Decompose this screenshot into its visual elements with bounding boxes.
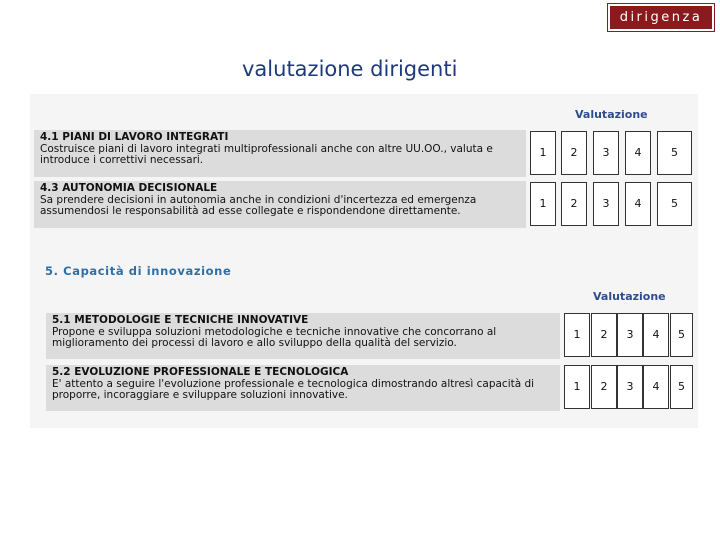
criterion-description: E' attento a seguire l'evoluzione professionale e tecnologica dimostrando altresì capacità di proporre, incoraggiare e sviluppare soluzioni innovative. — [52, 377, 535, 401]
valutazione-label: Valutazione — [575, 108, 648, 121]
score-box-5[interactable]: 5 — [657, 182, 692, 226]
score-box-5[interactable]: 5 — [657, 131, 692, 175]
score-box-4[interactable]: 4 — [643, 365, 669, 409]
score-box-3[interactable]: 3 — [617, 365, 643, 409]
criterion-description: Costruisce piani di lavoro integrati multiprofessionali anche con altre UU.OO., valuta e introduce i correttivi necessari. — [40, 142, 493, 166]
brand-badge: dirigenza — [608, 4, 714, 31]
criterion-5-2 — [46, 365, 560, 411]
score-box-1[interactable]: 1 — [530, 131, 556, 175]
criterion-heading: 5.2 EVOLUZIONE PROFESSIONALE E TECNOLOGICA — [52, 366, 349, 378]
score-box-1[interactable]: 1 — [564, 365, 590, 409]
score-box-1[interactable]: 1 — [530, 182, 556, 226]
score-box-3[interactable]: 3 — [593, 182, 619, 226]
score-box-5[interactable]: 5 — [670, 365, 693, 409]
section-5-title: 5. Capacità di innovazione — [45, 264, 232, 278]
valutazione-label: Valutazione — [593, 290, 666, 303]
score-box-4[interactable]: 4 — [625, 131, 651, 175]
score-box-2[interactable]: 2 — [561, 131, 587, 175]
score-box-1[interactable]: 1 — [564, 313, 590, 357]
score-box-5[interactable]: 5 — [670, 313, 693, 357]
score-box-2[interactable]: 2 — [591, 313, 617, 357]
criterion-4-3 — [34, 181, 526, 228]
criterion-heading: 5.1 METODOLOGIE E TECNICHE INNOVATIVE — [52, 314, 309, 326]
criterion-description: Propone e sviluppa soluzioni metodologiche e tecniche innovative che concorrano al miglioramento dei processi di lavoro e allo sviluppo della qualità del servizio. — [52, 325, 497, 349]
criterion-description: Sa prendere decisioni in autonomia anche in condizioni d'incertezza ed emergenza assumendosi le responsabilità ad esse collegate e rispondendone direttamente. — [40, 193, 477, 217]
criterion-heading: 4.1 PIANI DI LAVORO INTEGRATI — [40, 131, 229, 143]
score-box-3[interactable]: 3 — [617, 313, 643, 357]
score-box-3[interactable]: 3 — [593, 131, 619, 175]
criterion-4-1 — [34, 130, 526, 177]
score-box-2[interactable]: 2 — [591, 365, 617, 409]
score-box-4[interactable]: 4 — [625, 182, 651, 226]
page-title: valutazione dirigenti — [242, 57, 458, 81]
criterion-heading: 4.3 AUTONOMIA DECISIONALE — [40, 182, 218, 194]
score-box-4[interactable]: 4 — [643, 313, 669, 357]
score-box-2[interactable]: 2 — [561, 182, 587, 226]
criterion-5-1 — [46, 313, 560, 359]
